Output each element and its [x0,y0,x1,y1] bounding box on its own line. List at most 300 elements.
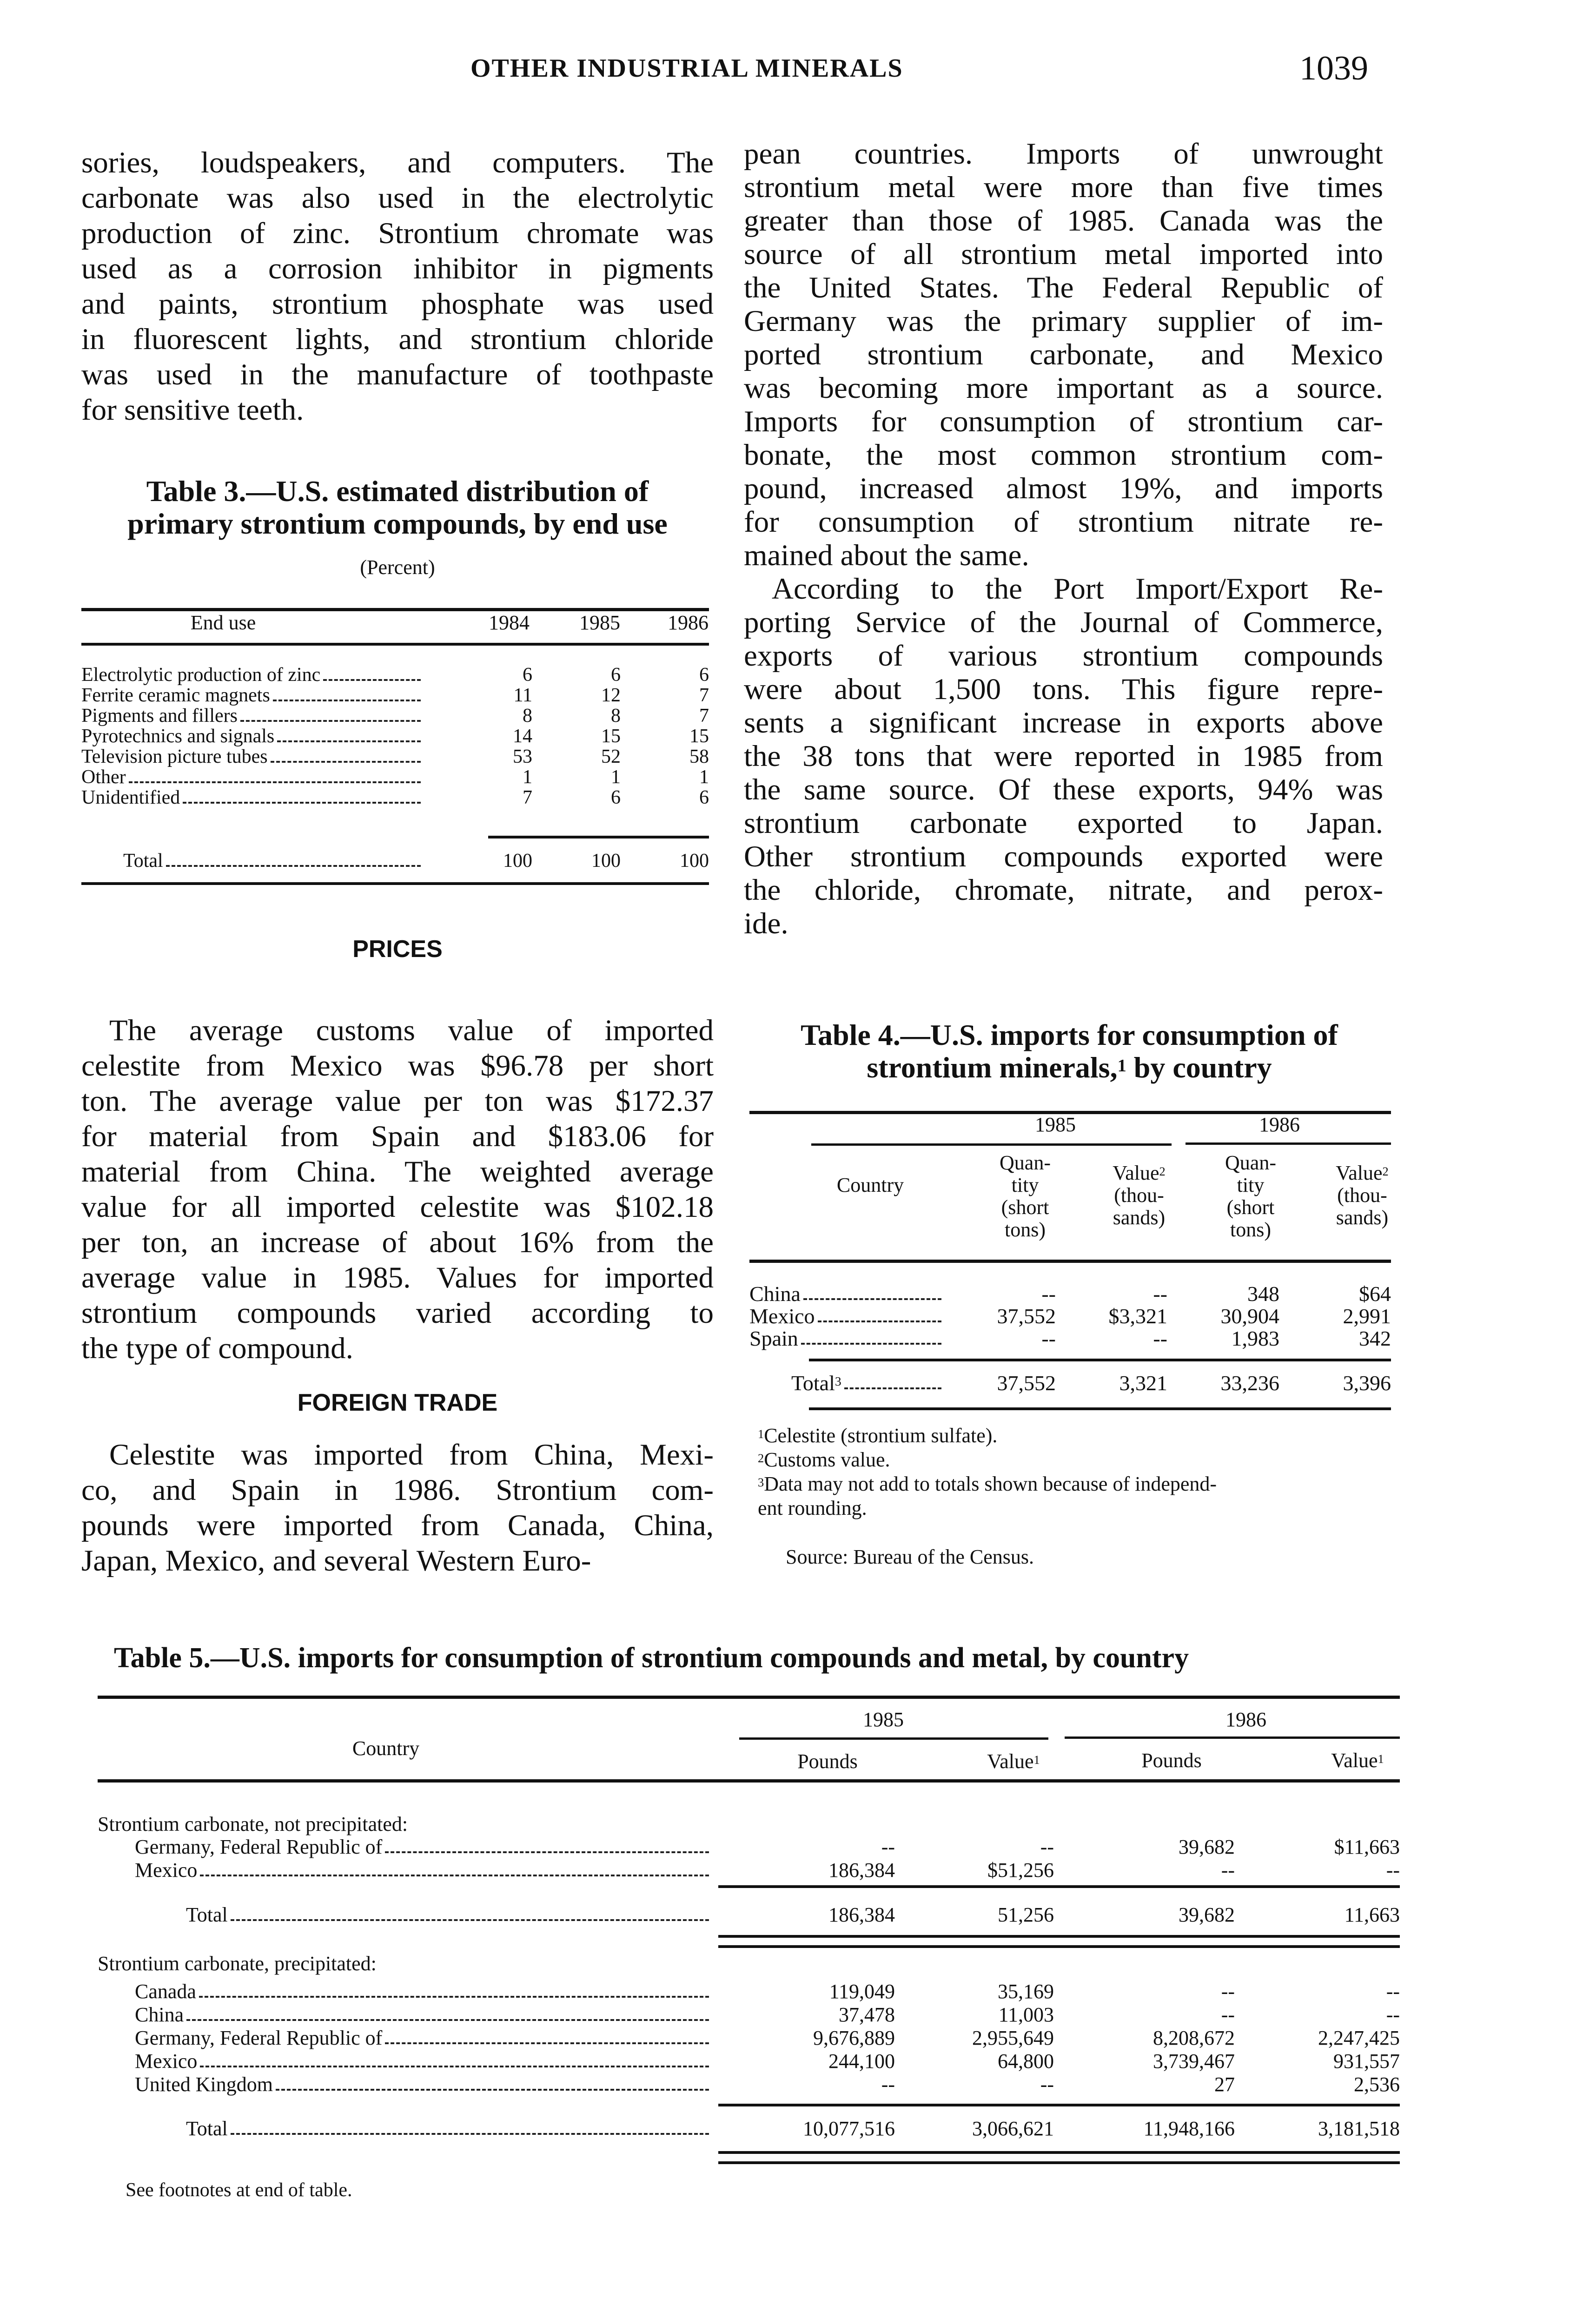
prices-paragraph [81,1013,714,1366]
text-line: ide. [744,907,788,940]
footnote-ref: 1 [1378,1752,1384,1766]
table-row [98,1835,1400,1859]
row-value: -- [1041,1282,1056,1306]
table-rule [81,608,709,611]
row-value: 7 [699,705,709,726]
row-value: $51,256 [987,1859,1054,1882]
text-line: was used in the manufacture of toothpaste [81,358,714,391]
row-label-cell [81,849,421,872]
header-line: (short [1001,1196,1049,1219]
text-line: Other strontium compounds exported were [744,840,1383,873]
leader-dots [385,2042,709,2044]
table-rule [811,1143,1172,1146]
row-value: 7 [523,787,532,808]
row-label-cell [98,2117,709,2140]
year-header-1986-text: 1986 [1225,1708,1266,1731]
row-value: 3,066,621 [972,2117,1054,2140]
text-line: were about 1,500 tons. This figure repre- [744,673,1383,706]
left-paragraph-end-uses [81,145,714,428]
leader-dots [200,2066,709,2067]
table3-title-line: primary strontium compounds, by end use [127,507,668,540]
row-value: -- [1153,1282,1167,1306]
row-label: Mexico [749,1305,815,1328]
column-header-1985 [563,612,637,634]
row-label-cell [98,2050,709,2073]
row-value: 6 [611,787,621,808]
header-text: Value [1113,1162,1159,1184]
row-value: 15 [601,726,621,747]
leader-dots [240,720,421,722]
row-value: 35,169 [998,1980,1054,2003]
row-label: Spain [749,1327,798,1350]
leader-dots [129,781,421,783]
text-line: bonate, the most common strontium com- [744,438,1383,472]
column-header-value [962,1750,1065,1773]
leader-dots [385,1851,709,1853]
row-value: 1 [611,766,621,788]
row-value: 27 [1214,2073,1235,2096]
row-label-cell [81,725,421,748]
text-line: the type of compound. [81,1332,353,1365]
table-rule [739,1737,1048,1740]
header-line: tons) [1005,1218,1046,1241]
row-value: -- [1221,1859,1235,1882]
table-row [81,786,709,809]
row-value: 6 [699,664,709,686]
row-label: China [749,1282,801,1306]
table3-title-line: Table 3.—U.S. estimated distribution of [146,475,649,508]
row-label-cell [749,1305,941,1328]
row-label: Ferrite ceramic magnets [81,685,270,706]
header-line [1088,1162,1190,1184]
footnote [758,1424,1217,1448]
row-label: Germany, Federal Republic of [135,2027,383,2049]
text-line: the United States. The Federal Republic of [744,271,1383,304]
row-value: -- [1041,1327,1056,1350]
text-line: According to the Port Import/Export Re- [772,572,1383,606]
table-rule [809,1359,1391,1361]
text-line: greater than those of 1985. Canada was the [744,204,1383,238]
year-header-1985 [1009,1114,1102,1136]
group-heading: Strontium carbonate, precipitated: [98,1952,377,1975]
row-value: 7 [699,685,709,706]
leader-dots [844,1387,941,1389]
row-value: 6 [611,664,621,686]
leader-dots [803,1298,941,1300]
row-value: 8 [523,705,532,726]
row-value: 186,384 [828,1859,895,1882]
footnote-ref: 2 [1382,1164,1389,1178]
table-row [81,745,709,768]
text-line: the 38 tons that were reported in 1985 from [744,739,1383,773]
row-label-cell [98,1859,709,1882]
column-header-country [801,1174,940,1196]
text-line: per ton, an increase of about 16% from the [81,1226,714,1259]
running-title: OTHER INDUSTRIAL MINERALS [470,54,903,83]
total-row [98,1903,1400,1927]
prices-heading: PRICES [352,936,443,963]
row-value: 39,682 [1179,1903,1235,1926]
row-label-cell [749,1372,941,1395]
row-value: 100 [591,850,621,872]
table-row [81,766,709,789]
table3-title [81,475,714,540]
row-label: United Kingdom [135,2073,273,2096]
row-label: China [135,2003,184,2026]
header-line: tity [1237,1174,1265,1196]
footnote-ref: 2 [1159,1164,1166,1178]
header-line: (thou- [1114,1184,1164,1207]
row-label: Mexico [135,2050,198,2073]
row-label-cell [81,704,421,727]
footnote-number: 1 [758,1427,764,1441]
row-value: 37,552 [997,1371,1056,1395]
text-line: for material from Spain and $183.06 for [81,1120,714,1153]
row-label-cell [98,2027,709,2050]
text-line: Celestite was imported from China, Mexi- [109,1438,714,1472]
row-label-cell [749,1282,941,1306]
foreign-trade-paragraph [81,1437,714,1578]
table-rule [98,1779,1400,1783]
row-value: 14 [513,726,532,747]
leader-dots [186,2019,709,2021]
year-header-1986 [1199,1709,1292,1731]
row-value: 33,236 [1220,1371,1279,1395]
row-value: 2,247,425 [1318,2027,1400,2049]
row-value: 1,983 [1231,1327,1279,1350]
leader-dots [166,865,421,867]
footnote-text: Data may not add to totals shown because of independ- [764,1472,1217,1495]
table-rule [488,836,709,838]
year-header-1986 [1233,1114,1326,1136]
text-line: the chloride, chromate, nitrate, and perox- [744,873,1383,907]
right-paragraph-exports [744,572,1383,940]
total-row [81,849,709,872]
row-value: -- [1386,1980,1400,2003]
row-label: Other [81,766,126,788]
row-value: 186,384 [828,1903,895,1926]
row-label: Canada [135,1980,196,2003]
leader-dots [276,2089,709,2091]
column-header-country [316,1737,456,1760]
header-line: sands) [1336,1206,1389,1229]
text-line: mained about the same. [744,539,1029,572]
leader-dots [199,1996,709,1998]
row-value: 3,181,518 [1318,2117,1400,2140]
row-value: 8,208,672 [1153,2027,1235,2049]
row-value: 51,256 [998,1903,1054,1926]
total-row [98,2117,1400,2140]
text-line: in fluorescent lights, and strontium chloride [81,323,714,356]
row-label: Mexico [135,1859,198,1882]
text-line: pounds were imported from Canada, China, [81,1509,714,1542]
row-value: 11,948,166 [1143,2117,1235,2140]
row-value: 10,077,516 [803,2117,895,2140]
row-value: -- [881,2073,895,2096]
header-line [1311,1162,1413,1184]
table4-title-end: by country [1126,1051,1272,1084]
table5-title: Table 5.—U.S. imports for consumption of strontium compounds and metal, by country [114,1642,1189,1674]
footnote-text: ent rounding. [758,1497,867,1519]
column-header-1984-text: 1984 [489,611,530,634]
table-row [98,2003,1400,2027]
table-rule [81,882,709,885]
row-value: $11,663 [1334,1835,1400,1858]
leader-dots [801,1343,941,1345]
column-header-pounds-text: Pounds [797,1750,858,1773]
text-line: strontium metal were more than five times [744,171,1383,204]
row-value: 2,955,649 [972,2027,1054,2049]
footnote [758,1472,1217,1496]
right-paragraph-imports [744,137,1383,572]
row-value: -- [1040,1835,1054,1858]
row-label: Pyrotechnics and signals [81,726,275,747]
text-line: pound, increased almost 19%, and imports [744,472,1383,505]
leader-dots [231,2133,709,2135]
row-label: Television picture tubes [81,746,268,767]
column-header-value [1306,1750,1409,1772]
row-label: Germany, Federal Republic of [135,1835,383,1858]
row-label-cell [81,663,421,687]
row-label: Total [791,1372,835,1395]
row-value: -- [1040,2073,1054,2096]
text-line: used as a corrosion inhibitor in pigments [81,252,714,285]
year-header-1985 [837,1709,930,1731]
row-label-cell [98,2073,709,2096]
table-rule [718,1885,1400,1888]
row-value: 2,536 [1354,2073,1400,2096]
table-row [81,704,709,727]
table-row [81,663,709,687]
table-rule [81,643,709,646]
year-header-1985-text: 1985 [863,1708,904,1731]
text-line: the same source. Of these exports, 94% was [744,773,1383,806]
header-line: tons) [1230,1218,1271,1241]
row-value: 52 [601,746,621,767]
footnote-number: 2 [758,1451,764,1465]
footnote-number: 3 [758,1475,764,1489]
text-line: The average customs value of imported [109,1014,714,1047]
column-header-pounds [1120,1750,1223,1772]
table4-footnotes [758,1424,1217,1520]
leader-dots [271,761,421,763]
leader-dots [200,1875,709,1876]
row-value: 53 [513,746,532,767]
row-value: 342 [1359,1327,1391,1350]
row-label-cell [81,766,421,789]
row-value: 30,904 [1220,1304,1279,1328]
row-value: 100 [680,850,709,872]
row-value: $3,321 [1108,1304,1167,1328]
text-line: sents a significant increase in exports above [744,706,1383,739]
column-header-country-text: Country [836,1174,904,1196]
text-line: strontium compounds varied according to [81,1296,714,1330]
table-row [749,1305,1391,1328]
row-value: 2,991 [1343,1304,1391,1328]
row-label: Total [123,850,163,872]
column-header-country-text: Country [352,1737,420,1760]
text-line: material from China. The weighted average [81,1155,714,1188]
row-label: Pigments and fillers [81,705,238,726]
row-value: 64,800 [998,2050,1054,2073]
column-header-quantity [1199,1152,1302,1241]
row-value: 8 [611,705,621,726]
footnote-ref: 1 [1117,1056,1126,1076]
year-header-1986-text: 1986 [1259,1113,1300,1136]
header-line: sands) [1113,1206,1166,1229]
text-line: ported strontium carbonate, and Mexico [744,338,1383,371]
row-value: -- [1386,1859,1400,1882]
header-line: tity [1011,1174,1039,1196]
group-heading: Strontium carbonate, not precipitated: [98,1813,408,1835]
foreign-trade-heading: FOREIGN TRADE [297,1389,498,1416]
footnote-ref: 3 [835,1374,841,1388]
row-value: 15 [689,726,709,747]
text-line: pean countries. Imports of unwrought [744,137,1383,171]
leader-dots [183,802,421,804]
text-line: for sensitive teeth. [81,393,304,427]
table-row [81,725,709,748]
header-line: (thou- [1337,1184,1387,1207]
column-header-value [1311,1162,1413,1229]
row-value: 348 [1247,1282,1279,1306]
column-header-pounds-text: Pounds [1141,1749,1202,1772]
row-value: 1 [699,766,709,788]
table4-title-line [744,1051,1395,1084]
row-label: Electrolytic production of zinc [81,664,321,686]
text-line: and paints, strontium phosphate was used [81,287,714,321]
footnote-ref: 1 [1033,1753,1040,1767]
text-line: exports of various strontium compounds [744,639,1383,673]
see-footnotes-note: See footnotes at end of table. [126,2179,352,2201]
row-label: Total [186,2117,228,2140]
text-line: ton. The average value per ton was $172.37 [81,1084,714,1118]
column-header-value [1088,1162,1190,1229]
text-line: sories, loudspeakers, and computers. The [81,146,714,179]
row-value: 6 [699,787,709,808]
table-rule [718,2104,1400,2106]
table-rule [718,2151,1400,2154]
text-line: Imports for consumption of strontium car- [744,405,1383,438]
header-line: Quan- [1225,1151,1276,1174]
row-label-cell [98,1903,709,1927]
footnote [758,1496,1217,1520]
text-line: Germany was the primary supplier of im- [744,304,1383,338]
table-rule [718,2161,1400,2164]
column-header-1986 [651,612,725,634]
text-line: Japan, Mexico, and several Western Euro- [81,1544,591,1578]
table-rule [718,1945,1400,1948]
table-rule [1065,1736,1400,1739]
table-row [749,1282,1391,1306]
row-value: -- [1221,1980,1235,2003]
text-line: strontium carbonate exported to Japan. [744,806,1383,840]
column-header-value-text: Value [1331,1749,1378,1772]
row-label-cell [98,2003,709,2027]
table-row [98,2073,1400,2096]
leader-dots [273,700,421,701]
footnote [758,1448,1217,1472]
footnote-text: Customs value. [764,1448,890,1471]
table4-title [744,1019,1395,1084]
total-row [749,1372,1391,1395]
row-value: -- [1153,1327,1167,1350]
table4-source: Source: Bureau of the Census. [786,1545,1034,1568]
table-rule [98,1696,1400,1699]
row-value: 37,552 [997,1304,1056,1328]
row-label: Unidentified [81,787,180,808]
column-header-1985-text: 1985 [579,611,620,634]
row-label-cell [81,684,421,707]
row-value: 100 [503,850,532,872]
row-value: 6 [523,664,532,686]
text-line: average value in 1985. Values for imported [81,1261,714,1294]
header-text: Value [1336,1162,1383,1184]
table3-unit: (Percent) [360,556,435,579]
row-value: 11 [513,685,532,706]
text-line: porting Service of the Journal of Commerce, [744,606,1383,639]
column-header-end-use-text: End use [190,611,256,634]
table-row [98,2027,1400,2050]
row-value: 37,478 [839,2003,895,2026]
row-value: 3,396 [1343,1371,1391,1395]
row-value: 244,100 [828,2050,895,2073]
row-label-cell [749,1327,941,1350]
text-line: carbonate was also used in the electrolytic [81,181,714,215]
table4-title-line: Table 4.—U.S. imports for consumption of [801,1018,1338,1051]
text-line: production of zinc. Strontium chromate was [81,217,714,250]
row-label: Total [186,1903,228,1926]
year-header-1985-text: 1985 [1035,1113,1076,1136]
table-rule [718,1935,1400,1938]
row-value: -- [1386,2003,1400,2026]
row-value: 39,682 [1179,1835,1235,1858]
table-rule [749,1260,1391,1263]
header-line: Quan- [1000,1151,1051,1174]
row-label-cell [98,1980,709,2003]
table-row [749,1327,1391,1350]
header-line: (short [1226,1196,1275,1219]
row-value: -- [1221,2003,1235,2026]
table-row [81,684,709,707]
row-label-cell [98,1835,709,1859]
column-header-quantity [974,1152,1076,1241]
text-line: source of all strontium metal imported into [744,238,1383,271]
column-header-value-text: Value [987,1750,1034,1773]
row-label-cell [81,786,421,809]
row-value: 931,557 [1333,2050,1400,2073]
row-value: 9,676,889 [813,2027,895,2049]
table-rule [809,1407,1391,1410]
page-number: 1039 [1299,49,1368,87]
row-value: 58 [689,746,709,767]
row-value: 119,049 [829,1980,895,2003]
text-line: co, and Spain in 1986. Strontium com- [81,1473,714,1507]
text-line: was becoming more important as a source. [744,371,1383,405]
text-line: celestite from Mexico was $96.78 per short [81,1049,714,1083]
row-value: -- [881,1835,895,1858]
row-value: 11,003 [998,2003,1054,2026]
footnote-text: Celestite (strontium sulfate). [764,1424,998,1447]
leader-dots [231,1919,709,1921]
table-row [98,1980,1400,2003]
column-header-end-use [130,612,316,634]
text-line: value for all imported celestite was $102.18 [81,1190,714,1224]
table-rule [1186,1142,1391,1145]
column-header-pounds [776,1750,879,1773]
row-value: 11,663 [1344,1903,1400,1926]
row-label-cell [81,745,421,768]
